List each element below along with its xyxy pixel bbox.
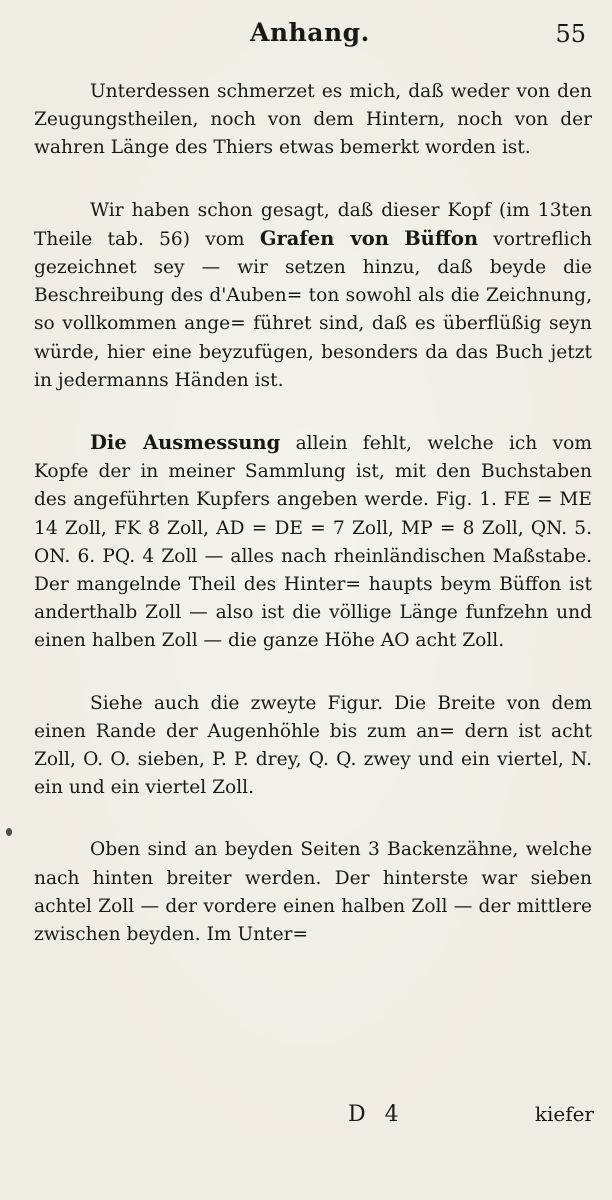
paragraph-2-line-7: eine beyzufügen, besonders da das Buch jetzt in [34,341,592,391]
paragraph-3-line-10: Zoll — die ganze Höhe AO acht Zoll. [161,630,505,652]
paragraph-1-line-4: worden ist. [425,137,531,159]
paragraph-3 [34,429,592,656]
signature-mark: D 4 [348,1102,405,1127]
paragraph-5-line-1: Oben sind an beyden Seiten 3 Backenzähne, [90,839,519,861]
catchword: kiefer [534,1102,594,1126]
paragraph-2-line-4: hinzu, daß beyde die Beschreibung des d'Auben= [34,257,593,307]
paragraph-3-line-2: vom Kopfe der in meiner Sammlung ist, mit den [34,433,592,483]
paragraph-3-line-6: ON. 6. PQ. 4 Zoll — alles nach rheinländischen [34,545,486,567]
paragraph-5-line-3: war sieben achtel Zoll — der vordere einen halben [34,867,592,917]
paragraph-1-line-2: den Zeugungstheilen, noch von dem Hintern, noch [34,81,592,131]
paragraph-2-line-5: ton sowohl als die Zeichnung, so vollkommen ange= [34,285,592,335]
paragraph-5-line-4: Zoll — der mittlere zwischen beyden. Im Unter= [34,895,592,946]
paragraph-1 [34,78,592,163]
paragraph-2-line-3: vortreflich gezeichnet sey — wir setzen [34,228,592,279]
paragraph-5-line-2: welche nach hinten breiter werden. Der hinterste [34,839,592,889]
author-name-grafen: Grafen von [259,226,389,250]
paragraph-1-line-3: von der wahren Länge des Thiers etwas bemerkt [34,109,592,159]
page-number: 55 [555,20,586,48]
paragraph-4 [34,690,592,803]
paragraph-3-line-7: Maßstabe. Der mangelnde Theil des Hinter= [34,545,592,596]
paragraph-4-line-1: Siehe auch die zweyte Figur. Die Breite [90,692,496,714]
paragraph-2-line-2: (im 13ten Theile tab. 56) vom [34,199,592,250]
paragraph-3-line-8: haupts beym Büffon ist anderthalb Zoll — also [34,574,592,624]
section-lead-ausmessung: Die Ausmessung [90,431,281,455]
paragraph-2-line-6: führet sind, daß es überflüßig seyn würde, hier [34,313,592,363]
paragraph-4-line-3: dern ist acht Zoll, O. O. sieben, P. P. drey, Q. Q. [34,720,592,771]
paragraph-5 [34,836,592,949]
body-text [34,78,592,949]
paragraph-3-line-5: AD = DE = 7 Zoll, MP = 8 Zoll, QN. 5. [216,517,593,539]
ink-spot [6,828,12,836]
paragraph-2-line-1: Wir haben schon gesagt, daß dieser Kopf [90,199,491,221]
paragraph-3-line-4: werde. Fig. 1. FE = ME 14 Zoll, FK 8 Zoll, [34,489,593,539]
paragraph-3-line-1: allein fehlt, welche ich [295,433,538,455]
author-name-bueffon: Büffon [404,226,479,250]
paragraph-4-line-4: zwey und ein viertel, N. ein und ein viertel Zoll. [34,749,592,799]
paragraph-3-line-3: Buchstaben des angeführten Kupfers angeben [34,461,592,511]
paragraph-4-line-2: von dem einen Rande der Augenhöhle bis zum an= [34,692,592,742]
page-header [0,14,612,50]
paragraph-2 [34,197,592,395]
page-footer [0,1102,612,1136]
paragraph-1-line-1: Unterdessen schmerzet es mich, daß weder von [90,81,551,102]
paragraph-3-line-9: ist die völlige Länge funfzehn und einen halben [34,602,592,652]
paragraph-2-line-8: jedermanns Händen ist. [57,369,284,391]
running-head: Anhang. [250,18,370,47]
